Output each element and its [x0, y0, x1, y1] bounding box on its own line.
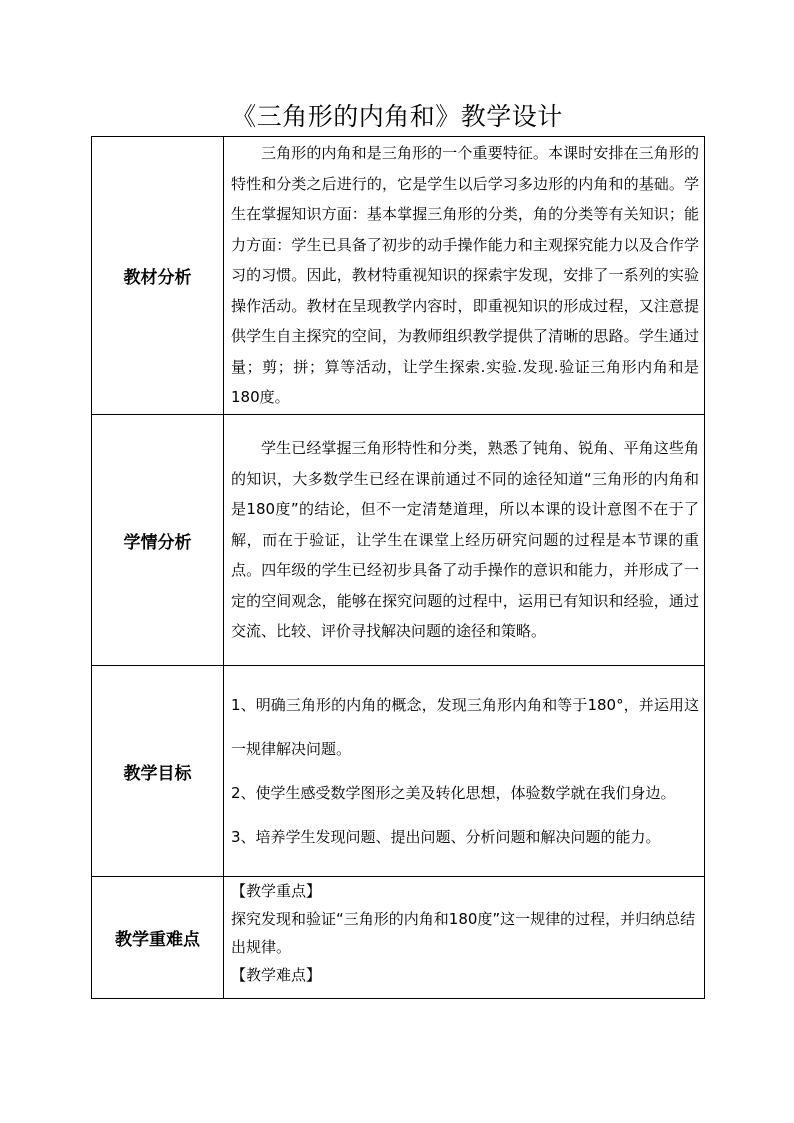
row-label-teaching-goals: 教学目标 — [92, 666, 224, 877]
row-label-learner-analysis: 学情分析 — [92, 415, 224, 666]
table-row-key-difficult-points — [92, 877, 705, 999]
focus-heading: 【教学重点】 — [231, 882, 322, 900]
goal-item-1: 1、明确三角形的内角的概念，发现三角形内角和等于180°，并运用这一规律解决问题。 — [231, 696, 699, 758]
learner-analysis-text: 学生已经掌握三角形特性和分类，熟悉了钝角、锐角、平角这些角的知识，大多数学生已经在课前通过不同的途径知道“三角形的内角和是180度”的结论，但不一定清楚道理，所以本课的设计意图不在于了解，而在于验证，让学生在课堂上经历研究问题的过程是本节课的重点。四年级的学生已经初步具备了动手操作的意识和能力，并形成了一定的空间观念，能够在探究问题的过程中，运用已有知识和经验，通过交流、比较、评价寻找解决问题的途径和策略。 — [231, 439, 699, 641]
lesson-plan-table — [91, 136, 705, 999]
focus-text: 探究发现和验证“三角形的内角和180度”这一规律的过程，并归纳总结出规律。 — [231, 910, 696, 956]
goal-item-3: 3、培养学生发现问题、提出问题、分析问题和解决问题的能力。 — [231, 828, 661, 846]
document-title: 《三角形的内角和》教学设计 — [231, 102, 563, 131]
material-analysis-text: 三角形的内角和是三角形的一个重要特征。本课时安排在三角形的特性和分类之后进行的，它是学生以后学习多边形的内角和的基础。学生在掌握知识方面：基本掌握三角形的分类，角的分类等有关知识；能力方面：学生已具备了初步的动手操作能力和主观探究能力以及合作学习的习惯。因此，教材特重视知识的探索宇发现，安排了一系列的实验操作活动。教材在呈现教学内容时，即重视知识的形成过程，又注意提供学生自主探究的空间，为教师组织教学提供了清晰的思路。学生通过量；剪；拼；算等活动，让学生探索.实验.发现.验证三角形内角和是180度。 — [231, 144, 699, 407]
table-row-material-analysis — [92, 137, 705, 415]
difficulty-heading: 【教学难点】 — [231, 966, 322, 984]
row-content-material-analysis — [224, 137, 705, 415]
table-row-learner-analysis — [92, 415, 705, 666]
row-content-teaching-goals — [224, 666, 705, 877]
row-content-learner-analysis — [224, 415, 705, 666]
table-row-teaching-goals — [92, 666, 705, 877]
row-label-key-difficult-points: 教学重难点 — [92, 877, 224, 999]
row-content-key-difficult-points — [224, 877, 705, 999]
goal-item-2: 2、使学生感受数学图形之美及转化思想，体验数学就在我们身边。 — [231, 784, 676, 802]
row-label-material-analysis: 教材分析 — [92, 137, 224, 415]
